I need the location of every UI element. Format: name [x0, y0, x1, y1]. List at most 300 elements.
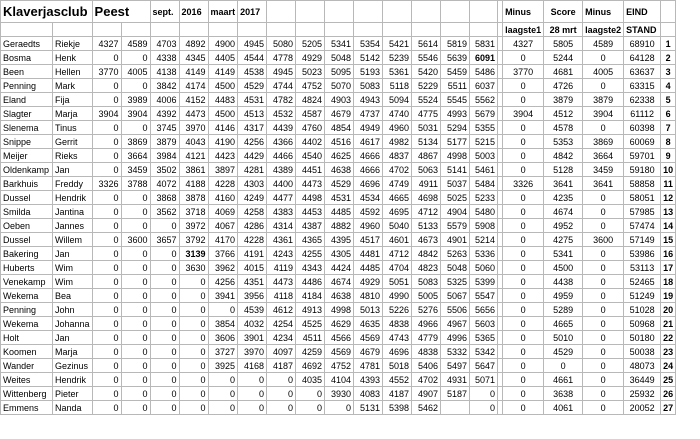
player-last-name: Slagter: [1, 107, 53, 121]
round-score-cell: 3984: [150, 149, 179, 163]
round-score-cell: 5233: [470, 191, 498, 205]
score-28-mrt-cell: 5805: [544, 37, 583, 51]
round-score-cell: 5060: [470, 261, 498, 275]
final-standing-cell: 25932: [624, 387, 661, 401]
table-row: [1, 135, 676, 149]
round-score-cell: 5361: [383, 65, 412, 79]
round-score-cell: 5398: [383, 401, 412, 415]
round-score-cell: 4365: [296, 233, 325, 247]
round-score-cell: 4258: [238, 205, 267, 219]
round-score-cell: 0: [208, 387, 238, 401]
round-score-cell: 5908: [470, 219, 498, 233]
round-score-cell: 0: [92, 93, 121, 107]
round-score-cell: 0: [92, 387, 121, 401]
table-row: [1, 275, 676, 289]
round-score-cell: 0: [92, 163, 121, 177]
round-score-cell: 5229: [412, 79, 441, 93]
final-standing-cell: 50038: [624, 345, 661, 359]
round-score-cell: 0: [267, 401, 296, 415]
round-score-cell: 5639: [441, 51, 470, 65]
minus-lowest-1-cell: 0: [503, 331, 544, 345]
header-2016: 2016: [179, 1, 208, 23]
round-score-cell: 4907: [412, 387, 441, 401]
header-row-2: [1, 23, 676, 37]
table-row: [1, 373, 676, 387]
round-score-cell: 0: [92, 219, 121, 233]
table-row: [1, 345, 676, 359]
round-score-cell: 5486: [470, 65, 498, 79]
player-first-name: Willem: [53, 233, 93, 247]
header-minus1-top: Minus: [503, 1, 544, 23]
score-28-mrt-cell: 4512: [544, 107, 583, 121]
rank-cell: 20: [661, 303, 676, 317]
round-score-cell: 0: [92, 373, 121, 387]
round-score-cell: 0: [179, 303, 208, 317]
round-score-cell: 5819: [441, 37, 470, 51]
round-score-cell: 4666: [354, 163, 383, 177]
round-score-cell: 0: [150, 275, 179, 289]
round-score-cell: 4531: [238, 93, 267, 107]
round-score-cell: 5325: [441, 275, 470, 289]
round-score-cell: 4281: [238, 163, 267, 177]
minus-lowest-1-cell: 3326: [503, 177, 544, 191]
header-minus2-bottom: laagste2: [583, 23, 624, 37]
minus-lowest-1-cell: 4327: [503, 37, 544, 51]
round-score-cell: 4695: [383, 205, 412, 219]
round-score-cell: 4405: [208, 51, 238, 65]
round-score-cell: 3718: [179, 205, 208, 219]
round-score-cell: 5524: [412, 93, 441, 107]
rank-cell: 15: [661, 233, 676, 247]
round-score-cell: 4842: [412, 247, 441, 261]
final-standing-cell: 51249: [624, 289, 661, 303]
round-score-cell: 3962: [208, 261, 238, 275]
player-last-name: Penning: [1, 303, 53, 317]
round-score-cell: 5342: [470, 345, 498, 359]
round-score-cell: 4679: [354, 345, 383, 359]
round-score-cell: 5239: [383, 51, 412, 65]
round-score-cell: 4698: [412, 191, 441, 205]
round-score-cell: 4118: [267, 289, 296, 303]
round-score-cell: 0: [92, 191, 121, 205]
round-score-cell: 5067: [441, 289, 470, 303]
round-score-cell: 4943: [354, 93, 383, 107]
round-score-cell: 5080: [267, 37, 296, 51]
minus-lowest-2-cell: 3641: [583, 177, 624, 191]
final-standing-cell: 60069: [624, 135, 661, 149]
player-last-name: Wekema: [1, 289, 53, 303]
round-score-cell: 0: [121, 219, 150, 233]
round-score-cell: 3869: [121, 135, 150, 149]
round-score-cell: 5133: [412, 219, 441, 233]
minus-lowest-1-cell: 0: [503, 247, 544, 261]
table-row: [1, 387, 676, 401]
round-score-cell: 4945: [238, 37, 267, 51]
round-score-cell: [441, 401, 470, 415]
round-score-cell: 4569: [325, 345, 354, 359]
round-score-cell: 4500: [208, 79, 238, 93]
round-score-cell: 3600: [121, 233, 150, 247]
round-score-cell: 4392: [150, 107, 179, 121]
minus-lowest-2-cell: 0: [583, 51, 624, 65]
round-score-cell: 4249: [238, 191, 267, 205]
player-first-name: Jannes: [53, 219, 93, 233]
score-28-mrt-cell: 5010: [544, 331, 583, 345]
rank-cell: 5: [661, 93, 676, 107]
player-last-name: Bosma: [1, 51, 53, 65]
round-score-cell: 0: [92, 359, 121, 373]
score-28-mrt-cell: 4665: [544, 317, 583, 331]
player-last-name: Snippe: [1, 135, 53, 149]
round-score-cell: 4327: [92, 37, 121, 51]
round-score-cell: 5037: [441, 177, 470, 191]
round-score-cell: 4473: [267, 275, 296, 289]
round-score-cell: 0: [208, 401, 238, 415]
table-row: [1, 261, 676, 275]
round-score-cell: 4638: [325, 163, 354, 177]
round-score-cell: 4666: [354, 149, 383, 163]
round-score-cell: 3770: [92, 65, 121, 79]
round-score-cell: 4949: [354, 121, 383, 135]
final-standing-cell: 52465: [624, 275, 661, 289]
minus-lowest-2-cell: 3879: [583, 93, 624, 107]
round-score-cell: 0: [179, 387, 208, 401]
final-standing-cell: 59701: [624, 149, 661, 163]
rank-cell: 14: [661, 219, 676, 233]
final-standing-cell: 57474: [624, 219, 661, 233]
round-score-cell: 4867: [412, 149, 441, 163]
header-score-top: Score: [544, 1, 583, 23]
round-score-cell: 4534: [354, 191, 383, 205]
round-score-cell: 4138: [150, 65, 179, 79]
minus-lowest-1-cell: 0: [503, 163, 544, 177]
round-score-cell: 4190: [208, 135, 238, 149]
round-score-cell: 0: [92, 121, 121, 135]
score-28-mrt-cell: 5244: [544, 51, 583, 65]
header-sept: sept.: [150, 1, 179, 23]
player-first-name: Fija: [53, 93, 93, 107]
score-28-mrt-cell: 4235: [544, 191, 583, 205]
round-score-cell: 4635: [354, 317, 383, 331]
round-score-cell: 4170: [208, 233, 238, 247]
table-row: [1, 331, 676, 345]
header-row-1: [1, 1, 676, 23]
round-score-cell: 4187: [267, 359, 296, 373]
round-score-cell: 3502: [150, 163, 179, 177]
round-score-cell: 5336: [470, 247, 498, 261]
player-last-name: Weites: [1, 373, 53, 387]
round-score-cell: 4517: [354, 233, 383, 247]
round-score-cell: 4539: [238, 303, 267, 317]
round-score-cell: 4006: [150, 93, 179, 107]
round-score-cell: 3745: [150, 121, 179, 135]
round-score-cell: 4566: [325, 331, 354, 345]
round-score-cell: 4740: [383, 107, 412, 121]
round-score-cell: 0: [121, 345, 150, 359]
round-score-cell: 0: [179, 289, 208, 303]
round-score-cell: 0: [92, 247, 121, 261]
round-score-cell: 4904: [441, 205, 470, 219]
round-score-cell: 5083: [354, 79, 383, 93]
player-last-name: Meijer: [1, 149, 53, 163]
round-score-cell: 5355: [470, 121, 498, 135]
round-score-cell: 4032: [238, 317, 267, 331]
round-score-cell: 0: [92, 331, 121, 345]
round-score-cell: 0: [296, 387, 325, 401]
round-score-cell: 5023: [296, 65, 325, 79]
round-score-cell: 4998: [441, 149, 470, 163]
round-score-cell: 4589: [121, 37, 150, 51]
header-eind-top: EIND: [624, 1, 661, 23]
minus-lowest-1-cell: 0: [503, 275, 544, 289]
score-28-mrt-cell: 4952: [544, 219, 583, 233]
round-score-cell: 4778: [267, 51, 296, 65]
round-score-cell: 4779: [412, 331, 441, 345]
round-score-cell: 4429: [238, 149, 267, 163]
round-score-cell: 5134: [412, 135, 441, 149]
round-score-cell: 5579: [441, 219, 470, 233]
round-score-cell: 4665: [383, 191, 412, 205]
round-score-cell: 3904: [121, 107, 150, 121]
round-score-cell: 3459: [121, 163, 150, 177]
round-score-cell: 4540: [296, 149, 325, 163]
round-score-cell: 0: [179, 317, 208, 331]
round-score-cell: 6091: [470, 51, 498, 65]
round-score-cell: 0: [92, 149, 121, 163]
score-28-mrt-cell: 3879: [544, 93, 583, 107]
round-score-cell: 3925: [208, 359, 238, 373]
player-last-name: Oeben: [1, 219, 53, 233]
round-score-cell: 4712: [383, 247, 412, 261]
table-row: [1, 163, 676, 177]
round-score-cell: 5679: [470, 107, 498, 121]
round-score-cell: 4083: [354, 387, 383, 401]
round-score-cell: 3139: [179, 247, 208, 261]
round-score-cell: 4483: [208, 93, 238, 107]
round-score-cell: 0: [179, 345, 208, 359]
round-score-cell: 4067: [208, 219, 238, 233]
round-score-cell: 5226: [383, 303, 412, 317]
player-last-name: Dussel: [1, 233, 53, 247]
round-score-cell: 4612: [267, 303, 296, 317]
minus-lowest-2-cell: 0: [583, 359, 624, 373]
minus-lowest-1-cell: 0: [503, 79, 544, 93]
round-score-cell: 5831: [470, 37, 498, 51]
round-score-cell: 3766: [208, 247, 238, 261]
minus-lowest-1-cell: 0: [503, 317, 544, 331]
round-score-cell: 4015: [238, 261, 267, 275]
round-score-cell: 4243: [267, 247, 296, 261]
final-standing-cell: 64128: [624, 51, 661, 65]
round-score-cell: 4929: [296, 51, 325, 65]
round-score-cell: 0: [179, 331, 208, 345]
round-score-cell: 5070: [325, 79, 354, 93]
round-score-cell: 5603: [470, 317, 498, 331]
minus-lowest-1-cell: 0: [503, 303, 544, 317]
round-score-cell: 4286: [238, 219, 267, 233]
round-score-cell: 4069: [208, 205, 238, 219]
minus-lowest-2-cell: 0: [583, 275, 624, 289]
round-score-cell: 4366: [267, 135, 296, 149]
round-score-cell: 4782: [267, 93, 296, 107]
player-first-name: Jan: [53, 247, 93, 261]
round-score-cell: 4810: [354, 289, 383, 303]
round-score-cell: 0: [92, 135, 121, 149]
round-score-cell: 4121: [179, 149, 208, 163]
round-score-cell: 0: [238, 387, 267, 401]
round-score-cell: 0: [470, 401, 498, 415]
round-score-cell: 4485: [325, 205, 354, 219]
round-score-cell: 5051: [383, 275, 412, 289]
round-score-cell: 5025: [441, 191, 470, 205]
final-standing-cell: 60398: [624, 121, 661, 135]
round-score-cell: 5276: [412, 303, 441, 317]
table-row: [1, 359, 676, 373]
round-score-cell: 5205: [296, 37, 325, 51]
round-score-cell: 4996: [441, 331, 470, 345]
round-score-cell: 4990: [383, 289, 412, 303]
table-row: [1, 177, 676, 191]
round-score-cell: 5341: [325, 37, 354, 51]
table-row: [1, 107, 676, 121]
rank-cell: 3: [661, 65, 676, 79]
rank-cell: 7: [661, 121, 676, 135]
round-score-cell: 4228: [208, 177, 238, 191]
table-row: [1, 247, 676, 261]
player-first-name: Hendrik: [53, 373, 93, 387]
player-last-name: Wekema: [1, 317, 53, 331]
round-score-cell: 0: [208, 303, 238, 317]
player-last-name: Holt: [1, 331, 53, 345]
round-score-cell: 5461: [470, 163, 498, 177]
round-score-cell: 0: [150, 373, 179, 387]
minus-lowest-1-cell: 0: [503, 51, 544, 65]
round-score-cell: 0: [150, 303, 179, 317]
round-score-cell: 0: [121, 261, 150, 275]
minus-lowest-2-cell: 0: [583, 387, 624, 401]
round-score-cell: 4338: [150, 51, 179, 65]
minus-lowest-1-cell: 0: [503, 219, 544, 233]
player-first-name: Jan: [53, 331, 93, 345]
minus-lowest-2-cell: 3904: [583, 107, 624, 121]
round-score-cell: 0: [208, 373, 238, 387]
round-score-cell: 0: [150, 331, 179, 345]
round-score-cell: 4174: [179, 79, 208, 93]
score-28-mrt-cell: 4661: [544, 373, 583, 387]
round-score-cell: 4824: [296, 93, 325, 107]
score-28-mrt-cell: 4529: [544, 345, 583, 359]
minus-lowest-1-cell: 0: [503, 289, 544, 303]
player-first-name: Gezinus: [53, 359, 93, 373]
round-score-cell: 4005: [121, 65, 150, 79]
round-score-cell: 0: [92, 317, 121, 331]
round-score-cell: 0: [150, 261, 179, 275]
round-score-cell: 4387: [296, 219, 325, 233]
round-score-cell: 5193: [354, 65, 383, 79]
round-score-cell: 0: [267, 387, 296, 401]
round-score-cell: 5040: [383, 219, 412, 233]
round-score-cell: 4760: [296, 121, 325, 135]
player-first-name: Tinus: [53, 121, 93, 135]
round-score-cell: 3854: [208, 317, 238, 331]
table-row: [1, 401, 676, 415]
table-row: [1, 233, 676, 247]
round-score-cell: 4569: [354, 331, 383, 345]
minus-lowest-2-cell: 0: [583, 205, 624, 219]
score-28-mrt-cell: 5289: [544, 303, 583, 317]
table-row: [1, 289, 676, 303]
round-score-cell: 4043: [179, 135, 208, 149]
round-score-cell: 3970: [179, 121, 208, 135]
round-score-cell: 4781: [354, 359, 383, 373]
round-score-cell: 4453: [296, 205, 325, 219]
round-score-cell: 0: [179, 401, 208, 415]
round-score-cell: 4104: [325, 373, 354, 387]
minus-lowest-1-cell: 0: [503, 135, 544, 149]
round-score-cell: 4402: [296, 135, 325, 149]
player-last-name: Oldenkamp: [1, 163, 53, 177]
player-first-name: Jan: [53, 163, 93, 177]
player-first-name: Gerrit: [53, 135, 93, 149]
round-score-cell: 4228: [238, 233, 267, 247]
score-28-mrt-cell: 0: [544, 359, 583, 373]
round-score-cell: 5013: [354, 303, 383, 317]
round-score-cell: 4119: [267, 261, 296, 275]
round-score-cell: 4451: [296, 163, 325, 177]
minus-lowest-1-cell: 0: [503, 261, 544, 275]
round-score-cell: 0: [121, 303, 150, 317]
rank-cell: 23: [661, 345, 676, 359]
player-last-name: Emmens: [1, 401, 53, 415]
final-standing-cell: 36449: [624, 373, 661, 387]
round-score-cell: 4439: [267, 121, 296, 135]
table-row: [1, 149, 676, 163]
round-score-cell: 3878: [179, 191, 208, 205]
round-score-cell: 5118: [383, 79, 412, 93]
round-score-cell: 4466: [267, 149, 296, 163]
player-last-name: Geraedts: [1, 37, 53, 51]
round-score-cell: 4544: [238, 51, 267, 65]
player-first-name: Hendrik: [53, 191, 93, 205]
player-last-name: Eland: [1, 93, 53, 107]
round-score-cell: 5480: [470, 205, 498, 219]
player-last-name: Penning: [1, 79, 53, 93]
round-score-cell: 4966: [412, 317, 441, 331]
round-score-cell: 5263: [441, 247, 470, 261]
round-score-cell: 4481: [354, 247, 383, 261]
round-score-cell: 0: [150, 317, 179, 331]
round-score-cell: 4188: [179, 177, 208, 191]
score-28-mrt-cell: 4438: [544, 275, 583, 289]
round-score-cell: 4486: [296, 275, 325, 289]
round-score-cell: 4703: [150, 37, 179, 51]
round-score-cell: 5003: [470, 149, 498, 163]
round-score-cell: 5462: [412, 401, 441, 415]
player-first-name: Nanda: [53, 401, 93, 415]
round-score-cell: 4473: [296, 177, 325, 191]
round-score-cell: 4531: [325, 191, 354, 205]
round-score-cell: 4837: [383, 149, 412, 163]
final-standing-cell: 57149: [624, 233, 661, 247]
round-score-cell: 4532: [267, 107, 296, 121]
round-score-cell: 4704: [383, 261, 412, 275]
round-score-cell: 0: [267, 373, 296, 387]
player-last-name: Bakering: [1, 247, 53, 261]
table-row: [1, 65, 676, 79]
round-score-cell: 5562: [470, 93, 498, 107]
round-score-cell: 0: [150, 289, 179, 303]
round-score-cell: 3970: [238, 345, 267, 359]
